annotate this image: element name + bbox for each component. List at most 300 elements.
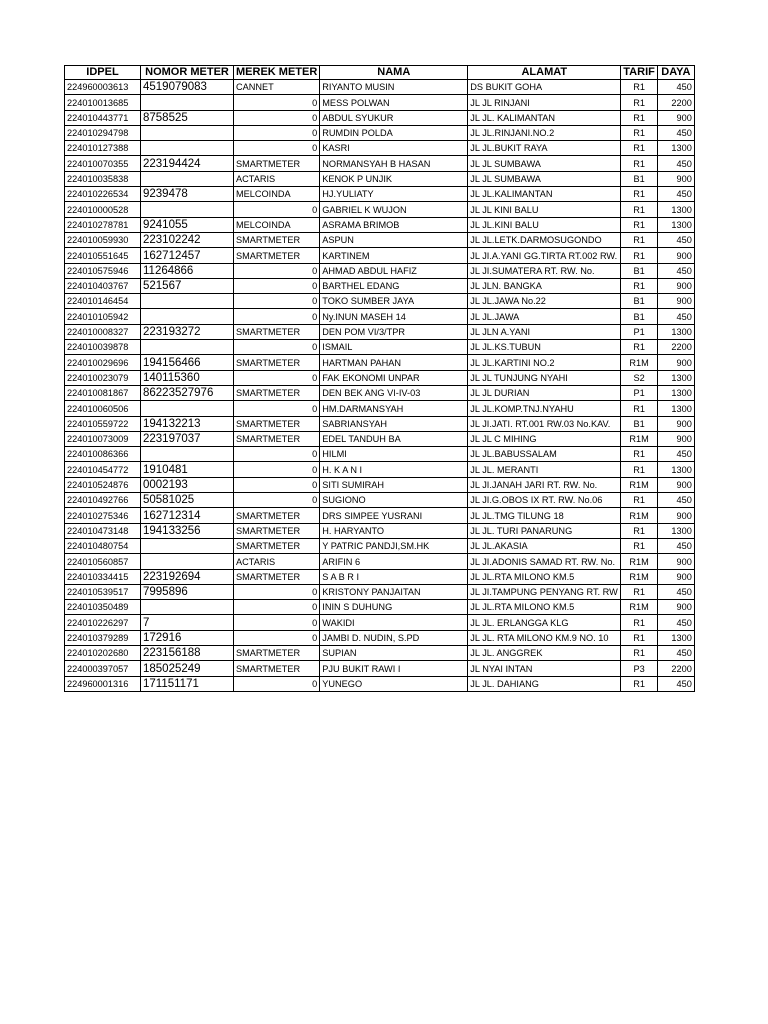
cell-nomor-meter: [141, 95, 234, 110]
cell-daya: 1300: [657, 401, 694, 416]
cell-idpel: 224010334415: [65, 569, 141, 584]
cell-nama: JAMBI D. NUDIN, S.PD: [320, 630, 468, 645]
cell-daya: 900: [657, 416, 694, 431]
cell-tarif: R1: [621, 80, 658, 95]
cell-nama: MESS POLWAN: [320, 95, 468, 110]
cell-daya: 1300: [657, 630, 694, 645]
cell-nomor-meter: 223194424: [141, 156, 234, 171]
table-row: [65, 156, 695, 171]
table-row: [65, 645, 695, 660]
cell-nomor-meter: [141, 309, 234, 324]
cell-merek-meter: 0: [234, 110, 320, 125]
table-row: [65, 324, 695, 339]
cell-nomor-meter: [141, 340, 234, 355]
cell-nama: SUPIAN: [320, 645, 468, 660]
cell-nama: ININ S DUHUNG: [320, 600, 468, 615]
cell-daya: 1300: [657, 370, 694, 385]
cell-nomor-meter: 521567: [141, 278, 234, 293]
cell-alamat: JL JI.JATI. RT.001 RW.03 No.KAV.: [468, 416, 621, 431]
cell-daya: 900: [657, 355, 694, 370]
cell-tarif: R1: [621, 232, 658, 247]
cell-merek-meter: 0: [234, 125, 320, 140]
table-row: [65, 462, 695, 477]
cell-tarif: R1M: [621, 431, 658, 446]
cell-idpel: 224010073009: [65, 431, 141, 446]
cell-daya: 450: [657, 187, 694, 202]
header-nama: NAMA: [320, 66, 468, 80]
table-row: [65, 630, 695, 645]
table-row: [65, 401, 695, 416]
cell-tarif: P3: [621, 661, 658, 676]
cell-alamat: JL JL.KALIMANTAN: [468, 187, 621, 202]
cell-tarif: R1: [621, 141, 658, 156]
cell-tarif: R1: [621, 187, 658, 202]
cell-daya: 900: [657, 278, 694, 293]
cell-nomor-meter: [141, 554, 234, 569]
cell-daya: 900: [657, 248, 694, 263]
cell-nomor-meter: 194133256: [141, 523, 234, 538]
cell-nomor-meter: 223156188: [141, 645, 234, 660]
cell-tarif: R1: [621, 493, 658, 508]
cell-tarif: R1: [621, 95, 658, 110]
cell-idpel: 224010454772: [65, 462, 141, 477]
cell-idpel: 224010403767: [65, 278, 141, 293]
cell-alamat: JL JL.RTA MILONO KM.5: [468, 600, 621, 615]
cell-alamat: JL JL.LETK.DARMOSUGONDO: [468, 232, 621, 247]
header-alamat: ALAMAT: [468, 66, 621, 80]
cell-daya: 450: [657, 538, 694, 553]
table-row: [65, 217, 695, 232]
cell-alamat: JL JI.A.YANI GG.TIRTA RT.002 RW.: [468, 248, 621, 263]
header-idpel: IDPEL: [65, 66, 141, 80]
cell-daya: 1300: [657, 141, 694, 156]
cell-nama: NORMANSYAH B HASAN: [320, 156, 468, 171]
cell-alamat: JL JL TUNJUNG NYAHI: [468, 370, 621, 385]
cell-nomor-meter: 9239478: [141, 187, 234, 202]
cell-alamat: JL JL. MERANTI: [468, 462, 621, 477]
table-row: [65, 538, 695, 553]
cell-nomor-meter: 171151171: [141, 676, 234, 691]
cell-alamat: JL JL. ANGGREK: [468, 645, 621, 660]
cell-daya: 450: [657, 584, 694, 599]
cell-daya: 900: [657, 477, 694, 492]
cell-merek-meter: 0: [234, 95, 320, 110]
cell-daya: 450: [657, 447, 694, 462]
cell-alamat: JL JL SUMBAWA: [468, 171, 621, 186]
cell-alamat: JL JL. KALIMANTAN: [468, 110, 621, 125]
cell-alamat: JL JL SUMBAWA: [468, 156, 621, 171]
cell-alamat: JL JI.ADONIS SAMAD RT. RW. No.: [468, 554, 621, 569]
table-row: [65, 523, 695, 538]
cell-tarif: R1: [621, 523, 658, 538]
cell-nomor-meter: 86223527976: [141, 385, 234, 400]
cell-merek-meter: SMARTMETER: [234, 523, 320, 538]
cell-nomor-meter: 4519079083: [141, 80, 234, 95]
header-nomor-meter: NOMOR METER: [141, 66, 234, 80]
cell-daya: 450: [657, 263, 694, 278]
cell-alamat: JL JI.TAMPUNG PENYANG RT. RW: [468, 584, 621, 599]
cell-nama: Ny.INUN MASEH 14: [320, 309, 468, 324]
cell-daya: 450: [657, 156, 694, 171]
cell-tarif: R1: [621, 340, 658, 355]
cell-daya: 450: [657, 309, 694, 324]
cell-merek-meter: 0: [234, 401, 320, 416]
cell-tarif: R1: [621, 248, 658, 263]
cell-tarif: R1: [621, 645, 658, 660]
cell-daya: 1300: [657, 523, 694, 538]
cell-alamat: JL JL.KARTINI NO.2: [468, 355, 621, 370]
cell-idpel: 224010480754: [65, 538, 141, 553]
cell-nama: DEN BEK ANG VI-IV-03: [320, 385, 468, 400]
cell-nama: DEN POM VI/3/TPR: [320, 324, 468, 339]
cell-alamat: JL JL. TURI PANARUNG: [468, 523, 621, 538]
table-body: [65, 80, 695, 692]
cell-alamat: JL JL.RTA MILONO KM.5: [468, 569, 621, 584]
cell-alamat: JL JL.BUKIT RAYA: [468, 141, 621, 156]
cell-alamat: JL JI.G.OBOS IX RT. RW. No.06: [468, 493, 621, 508]
cell-merek-meter: CANNET: [234, 80, 320, 95]
cell-nomor-meter: 194156466: [141, 355, 234, 370]
cell-alamat: JL JLN A.YANI: [468, 324, 621, 339]
cell-idpel: 224010105942: [65, 309, 141, 324]
cell-nomor-meter: 223102242: [141, 232, 234, 247]
cell-tarif: R1: [621, 217, 658, 232]
cell-nomor-meter: [141, 125, 234, 140]
cell-idpel: 224010086366: [65, 447, 141, 462]
cell-nama: ABDUL SYUKUR: [320, 110, 468, 125]
table-row: [65, 294, 695, 309]
cell-daya: 450: [657, 80, 694, 95]
header-merek-meter: MEREK METER: [234, 66, 320, 80]
cell-idpel: 224010551645: [65, 248, 141, 263]
cell-idpel: 224000397057: [65, 661, 141, 676]
cell-alamat: JL JL KINI BALU: [468, 202, 621, 217]
cell-alamat: JL NYAI INTAN: [468, 661, 621, 676]
cell-tarif: R1: [621, 462, 658, 477]
cell-daya: 1300: [657, 324, 694, 339]
cell-tarif: R1: [621, 447, 658, 462]
cell-idpel: 224010539517: [65, 584, 141, 599]
cell-nama: HARTMAN PAHAN: [320, 355, 468, 370]
cell-tarif: R1: [621, 584, 658, 599]
cell-idpel: 224010039878: [65, 340, 141, 355]
cell-nomor-meter: 8758525: [141, 110, 234, 125]
cell-idpel: 224010559722: [65, 416, 141, 431]
cell-merek-meter: 0: [234, 584, 320, 599]
cell-nama: YUNEGO: [320, 676, 468, 691]
table-row: [65, 416, 695, 431]
cell-merek-meter: 0: [234, 141, 320, 156]
cell-merek-meter: SMARTMETER: [234, 508, 320, 523]
cell-idpel: 224010000528: [65, 202, 141, 217]
cell-nama: GABRIEL K WUJON: [320, 202, 468, 217]
cell-tarif: B1: [621, 294, 658, 309]
table-row: [65, 95, 695, 110]
table-header-row: [65, 66, 695, 80]
cell-alamat: JL JL.TMG TILUNG 18: [468, 508, 621, 523]
cell-merek-meter: 0: [234, 370, 320, 385]
cell-idpel: 224010294798: [65, 125, 141, 140]
cell-tarif: R1: [621, 110, 658, 125]
cell-merek-meter: 0: [234, 294, 320, 309]
cell-merek-meter: SMARTMETER: [234, 385, 320, 400]
header-daya: DAYA: [657, 66, 694, 80]
cell-nomor-meter: 223193272: [141, 324, 234, 339]
cell-nama: AHMAD ABDUL HAFIZ: [320, 263, 468, 278]
cell-merek-meter: 0: [234, 278, 320, 293]
cell-tarif: P1: [621, 385, 658, 400]
cell-nomor-meter: [141, 294, 234, 309]
cell-daya: 900: [657, 110, 694, 125]
cell-nama: ARIFIN 6: [320, 554, 468, 569]
table-row: [65, 232, 695, 247]
cell-tarif: S2: [621, 370, 658, 385]
cell-merek-meter: 0: [234, 600, 320, 615]
cell-merek-meter: 0: [234, 309, 320, 324]
cell-merek-meter: SMARTMETER: [234, 324, 320, 339]
cell-tarif: B1: [621, 171, 658, 186]
cell-idpel: 224010443771: [65, 110, 141, 125]
cell-idpel: 224010035838: [65, 171, 141, 186]
cell-daya: 2200: [657, 340, 694, 355]
cell-daya: 900: [657, 554, 694, 569]
cell-nomor-meter: [141, 202, 234, 217]
cell-tarif: R1: [621, 630, 658, 645]
cell-tarif: B1: [621, 263, 658, 278]
cell-alamat: JL JL. RTA MILONO KM.9 NO. 10: [468, 630, 621, 645]
cell-merek-meter: MELCOINDA: [234, 217, 320, 232]
cell-tarif: R1M: [621, 569, 658, 584]
cell-idpel: 224010226534: [65, 187, 141, 202]
cell-tarif: R1M: [621, 355, 658, 370]
cell-merek-meter: MELCOINDA: [234, 187, 320, 202]
cell-nama: RIYANTO MUSIN: [320, 80, 468, 95]
cell-nama: PJU BUKIT RAWI I: [320, 661, 468, 676]
cell-daya: 450: [657, 232, 694, 247]
cell-idpel: 224010127388: [65, 141, 141, 156]
cell-idpel: 224010275346: [65, 508, 141, 523]
cell-idpel: 224010013685: [65, 95, 141, 110]
cell-tarif: R1M: [621, 508, 658, 523]
cell-tarif: R1M: [621, 477, 658, 492]
cell-tarif: R1: [621, 615, 658, 630]
cell-idpel: 224010070355: [65, 156, 141, 171]
cell-nomor-meter: [141, 538, 234, 553]
cell-alamat: JL JL. ERLANGGA KLG: [468, 615, 621, 630]
cell-nama: H. HARYANTO: [320, 523, 468, 538]
cell-idpel: 224010350489: [65, 600, 141, 615]
cell-tarif: R1: [621, 676, 658, 691]
cell-idpel: 224960003613: [65, 80, 141, 95]
cell-nomor-meter: 223192694: [141, 569, 234, 584]
cell-nama: RUMDIN POLDA: [320, 125, 468, 140]
cell-alamat: JL JL DURIAN: [468, 385, 621, 400]
cell-nomor-meter: [141, 141, 234, 156]
cell-nama: Y PATRIC PANDJI,SM.HK: [320, 538, 468, 553]
table-row: [65, 187, 695, 202]
cell-nomor-meter: 1910481: [141, 462, 234, 477]
cell-tarif: R1: [621, 125, 658, 140]
cell-alamat: JL JL.BABUSSALAM: [468, 447, 621, 462]
table-row: [65, 263, 695, 278]
cell-nama: TOKO SUMBER JAYA: [320, 294, 468, 309]
cell-tarif: R1: [621, 156, 658, 171]
cell-daya: 450: [657, 615, 694, 630]
cell-alamat: JL JL C MIHING: [468, 431, 621, 446]
cell-merek-meter: SMARTMETER: [234, 645, 320, 660]
cell-idpel: 224010081867: [65, 385, 141, 400]
cell-nama: SABRIANSYAH: [320, 416, 468, 431]
cell-idpel: 224010146454: [65, 294, 141, 309]
cell-merek-meter: ACTARIS: [234, 171, 320, 186]
cell-merek-meter: SMARTMETER: [234, 538, 320, 553]
cell-nama: SUGIONO: [320, 493, 468, 508]
cell-nomor-meter: [141, 447, 234, 462]
cell-daya: 450: [657, 493, 694, 508]
cell-nama: HILMI: [320, 447, 468, 462]
cell-nomor-meter: [141, 600, 234, 615]
customer-table: [64, 65, 695, 692]
cell-tarif: R1M: [621, 554, 658, 569]
table-row: [65, 385, 695, 400]
cell-tarif: P1: [621, 324, 658, 339]
cell-alamat: JL JI.SUMATERA RT. RW. No.: [468, 263, 621, 278]
cell-daya: 900: [657, 171, 694, 186]
cell-tarif: R1: [621, 278, 658, 293]
cell-alamat: JL JL.RINJANI.NO.2: [468, 125, 621, 140]
table-row: [65, 171, 695, 186]
cell-tarif: R1: [621, 538, 658, 553]
cell-merek-meter: 0: [234, 340, 320, 355]
cell-merek-meter: 0: [234, 676, 320, 691]
cell-nama: KASRI: [320, 141, 468, 156]
cell-merek-meter: 0: [234, 493, 320, 508]
table-row: [65, 125, 695, 140]
cell-idpel: 224960001316: [65, 676, 141, 691]
cell-nama: BARTHEL EDANG: [320, 278, 468, 293]
cell-daya: 900: [657, 508, 694, 523]
table-row: [65, 554, 695, 569]
cell-daya: 450: [657, 125, 694, 140]
table-row: [65, 447, 695, 462]
cell-nama: KARTINEM: [320, 248, 468, 263]
table-row: [65, 569, 695, 584]
cell-merek-meter: 0: [234, 462, 320, 477]
table-row: [65, 477, 695, 492]
table-row: [65, 508, 695, 523]
table-row: [65, 661, 695, 676]
cell-tarif: R1M: [621, 600, 658, 615]
cell-daya: 1300: [657, 217, 694, 232]
cell-idpel: 224010575946: [65, 263, 141, 278]
cell-daya: 2200: [657, 95, 694, 110]
cell-nama: KENOK P UNJIK: [320, 171, 468, 186]
cell-merek-meter: SMARTMETER: [234, 232, 320, 247]
cell-nama: S A B R I: [320, 569, 468, 584]
cell-nama: FAK EKONOMI UNPAR: [320, 370, 468, 385]
cell-alamat: JL JL.KS.TUBUN: [468, 340, 621, 355]
cell-nomor-meter: 223197037: [141, 431, 234, 446]
cell-alamat: JL JL.KINI BALU: [468, 217, 621, 232]
table-row: [65, 202, 695, 217]
cell-daya: 450: [657, 676, 694, 691]
cell-daya: 900: [657, 294, 694, 309]
cell-merek-meter: 0: [234, 263, 320, 278]
cell-alamat: JL JL.JAWA: [468, 309, 621, 324]
cell-idpel: 224010060506: [65, 401, 141, 416]
cell-idpel: 224010029696: [65, 355, 141, 370]
cell-nomor-meter: 50581025: [141, 493, 234, 508]
table-row: [65, 431, 695, 446]
cell-merek-meter: SMARTMETER: [234, 355, 320, 370]
cell-nama: SITI SUMIRAH: [320, 477, 468, 492]
cell-nomor-meter: 7995896: [141, 584, 234, 599]
cell-tarif: B1: [621, 416, 658, 431]
cell-nomor-meter: 9241055: [141, 217, 234, 232]
cell-merek-meter: ACTARIS: [234, 554, 320, 569]
cell-tarif: R1: [621, 202, 658, 217]
cell-nama: KRISTONY PANJAITAN: [320, 584, 468, 599]
cell-nama: DRS SIMPEE YUSRANI: [320, 508, 468, 523]
cell-merek-meter: SMARTMETER: [234, 569, 320, 584]
cell-daya: 1300: [657, 385, 694, 400]
cell-merek-meter: SMARTMETER: [234, 248, 320, 263]
cell-idpel: 224010560857: [65, 554, 141, 569]
table-row: [65, 615, 695, 630]
cell-nama: ISMAIL: [320, 340, 468, 355]
table-row: [65, 110, 695, 125]
cell-idpel: 224010524876: [65, 477, 141, 492]
table-row: [65, 584, 695, 599]
cell-nama: HM.DARMANSYAH: [320, 401, 468, 416]
cell-nomor-meter: 194132213: [141, 416, 234, 431]
cell-nama: H. K A N I: [320, 462, 468, 477]
cell-idpel: 224010226297: [65, 615, 141, 630]
cell-alamat: DS BUKIT GOHA: [468, 80, 621, 95]
cell-daya: 900: [657, 569, 694, 584]
cell-nomor-meter: 162712314: [141, 508, 234, 523]
cell-nomor-meter: 0002193: [141, 477, 234, 492]
cell-nama: ASPUN: [320, 232, 468, 247]
cell-daya: 900: [657, 431, 694, 446]
cell-nama: EDEL TANDUH BA: [320, 431, 468, 446]
cell-alamat: JL JL RINJANI: [468, 95, 621, 110]
cell-alamat: JL JL.JAWA No.22: [468, 294, 621, 309]
cell-daya: 2200: [657, 661, 694, 676]
cell-nomor-meter: 172916: [141, 630, 234, 645]
table-row: [65, 493, 695, 508]
cell-merek-meter: 0: [234, 630, 320, 645]
table-row: [65, 80, 695, 95]
table-row: [65, 676, 695, 691]
cell-nama: ASRAMA BRIMOB: [320, 217, 468, 232]
table-row: [65, 248, 695, 263]
cell-nama: WAKIDI: [320, 615, 468, 630]
table-row: [65, 370, 695, 385]
cell-nomor-meter: 162712457: [141, 248, 234, 263]
cell-idpel: 224010023079: [65, 370, 141, 385]
cell-nomor-meter: 140115360: [141, 370, 234, 385]
table-row: [65, 355, 695, 370]
cell-idpel: 224010492766: [65, 493, 141, 508]
cell-merek-meter: 0: [234, 447, 320, 462]
table-row: [65, 309, 695, 324]
cell-tarif: R1: [621, 401, 658, 416]
cell-nama: HJ.YULIATY: [320, 187, 468, 202]
cell-merek-meter: SMARTMETER: [234, 431, 320, 446]
cell-merek-meter: SMARTMETER: [234, 661, 320, 676]
header-tarif: TARIF: [621, 66, 658, 80]
